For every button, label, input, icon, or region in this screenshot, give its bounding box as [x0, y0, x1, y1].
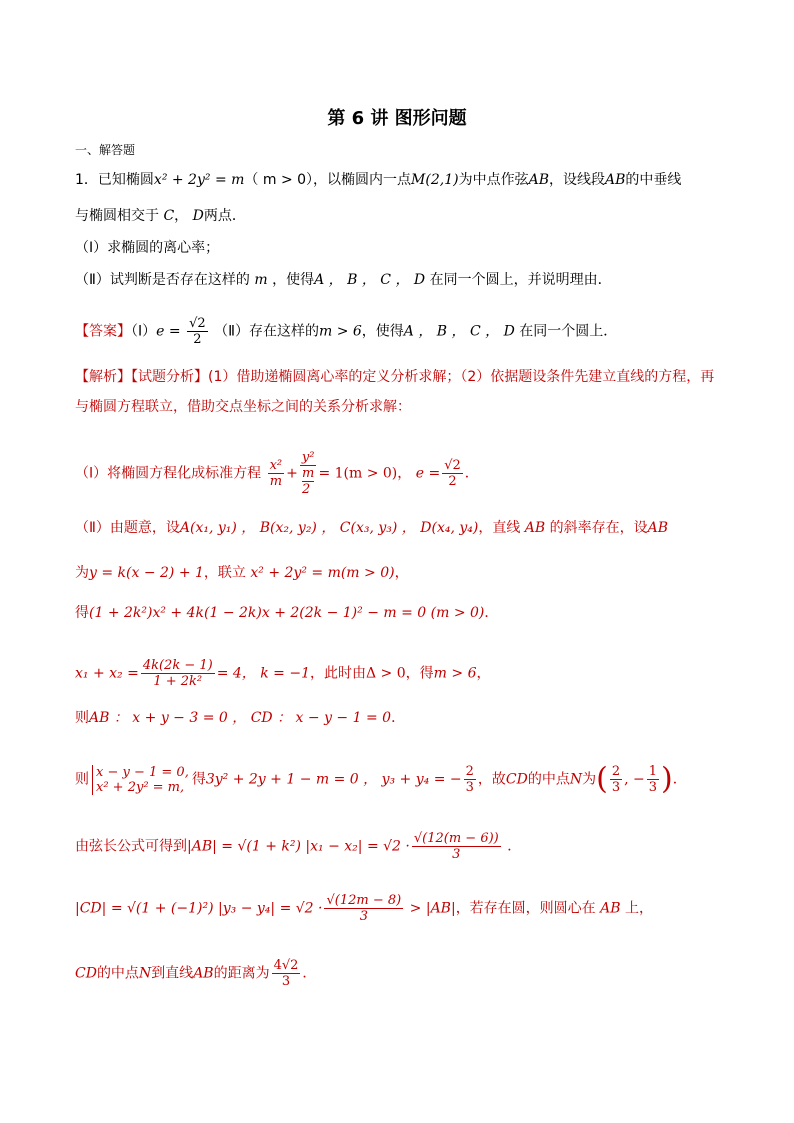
fraction-n-x: $\frac{2}{3}$	[611, 764, 621, 795]
fraction-x2-m: $\frac{\text{x²}}{m}$	[269, 458, 283, 489]
section-heading: 一、解答题	[75, 143, 136, 157]
step-6: 则AB ： x + y − 3 = 0 ， CD ： x − y − 1 = 0．	[75, 710, 406, 726]
fraction-sum-x: $\frac{4k(2k - 1)}{\text{1 + 2k²}}$	[142, 658, 213, 689]
step-5: x₁ + x₂ = $\frac{4k(2k - 1)}{\text{1 + 2k²}}$ = 4， k = −1，此时由Δ > 0，得m > 6，	[75, 658, 491, 689]
step-9: |CD| = √(1 + (−1)²) |y₃ − y₄| = √2 · $\frac{√(12m - 8)}{3}$ > |AB|，若存在圆，则圆心在 AB 上，	[75, 893, 653, 924]
analysis-line-2: 与椭圆方程联立，借助交点坐标之间的关系分析求解：	[75, 399, 411, 415]
step-2: （Ⅱ）由题意，设A(x₁, y₁) ， B(x₂, y₂) ， C(x₃, y₃) ， D(x₄, y₄)，直线 AB 的斜率存在，设AB	[75, 520, 669, 536]
question-1: （Ⅰ）求椭圆的离心率；	[75, 240, 220, 256]
step-3: 为y = k(x − 2) + 1，联立 x² + 2y² = m(m > 0)，	[75, 565, 409, 581]
answer-line: 【答案】（Ⅰ）e = $\frac{√2}{2}$ （Ⅱ）存在这样的m > 6，使得A ， B ， C ， D 在同一个圆上．	[75, 316, 618, 347]
step-10: CD的中点N到直线AB的距离为 $\frac{4√2}{3}$ ．	[75, 958, 317, 989]
step-4: 得(1 + 2k²)x² + 4k(1 − 2k)x + 2(2k − 1)² − m = 0 (m > 0)．	[75, 605, 499, 621]
problem-line-2: 与椭圆相交于 C， D两点．	[75, 208, 246, 224]
fraction-distance: $\frac{4√2}{3}$	[273, 958, 299, 989]
fraction-n-y: $\frac{1}{3}$	[648, 764, 658, 795]
problem-line-1: 1．已知椭圆x² + 2y² = m（ m > 0），以椭圆内一点M(2,1)为中点作弦AB，设线段AB的中垂线	[75, 172, 682, 188]
fraction-sum-y: $\frac{2}{3}$	[465, 764, 474, 795]
fraction-e: $\frac{√2}{2}$	[444, 458, 461, 489]
fraction-cd-length: $\frac{√(12m - 8)}{3}$	[326, 893, 402, 924]
answer-fraction: $\frac{√2}{2}$	[189, 316, 206, 347]
page-title: 第 6 讲 图形问题	[327, 108, 467, 129]
step-1: （Ⅰ）将椭圆方程化成标准方程 $\frac{\text{x²}}{m}$ + y² m 2 = 1(m > 0)， e = $\frac{√2}{2}$ ．	[75, 450, 479, 497]
step-7: 则 x − y − 1 = 0, x² + 2y² = m, 得3y² + 2y + 1 − m = 0 ， y₃ + y₄ = − $\frac{2}{3}$ ，故CD的中点N为( $\frac{2}{3}$ , − $\frac{1}{3}$ )．	[75, 761, 687, 797]
equation-system: x − y − 1 = 0, x² + 2y² = m,	[92, 765, 189, 795]
fraction-y2-m2: y² m 2	[301, 450, 315, 497]
step-8: 由弦长公式可得到|AB| = √(1 + k²) |x₁ − x₂| = √2 · $\frac{√(12(m - 6))}{3}$ ．	[75, 831, 522, 862]
fraction-ab-length: $\frac{√(12(m - 6))}{3}$	[413, 831, 499, 862]
analysis-line-1: 【解析】【试题分析】(1）借助递椭圆离心率的定义分析求解；（2）依据题设条件先建立直线的方程，再	[75, 369, 715, 385]
question-2: （Ⅱ）试判断是否存在这样的 m ，使得A ， B ， C ， D 在同一个圆上，并说明理由．	[75, 272, 612, 288]
